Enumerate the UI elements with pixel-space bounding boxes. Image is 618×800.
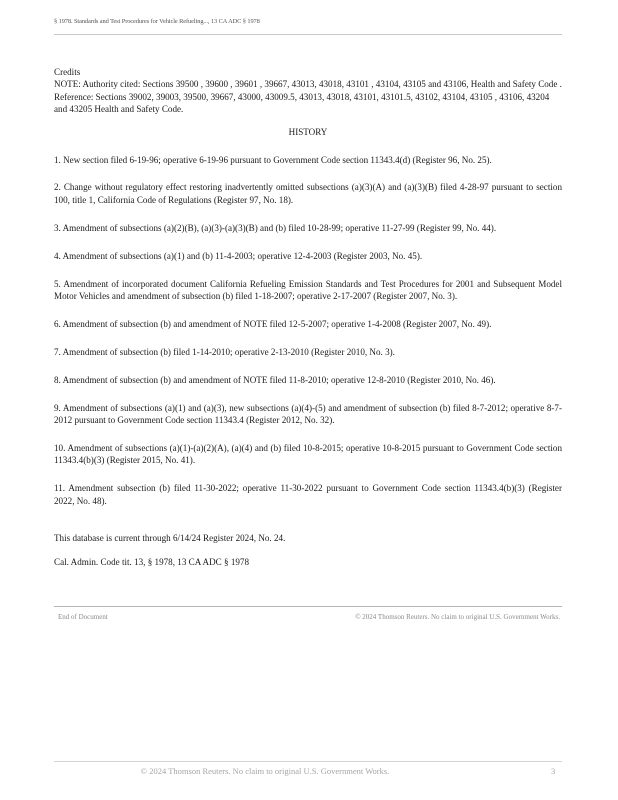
header-divider [54, 34, 562, 35]
page-footer-divider [54, 761, 562, 762]
history-item: 1. New section filed 6-19-96; operative 6-19-96 pursuant to Government Code section 11343.4(d) (Register 96, No. 25). [54, 154, 492, 165]
database-currency-statement: This database is current through 6/14/24 Register 2024, No. 24. [54, 533, 286, 544]
history-list [54, 154, 562, 508]
history-item: 3. Amendment of subsections (a)(2)(B), (a)(3)-(a)(3)(B) and (b) filed 10-28-99; operative 11-27-99 (Register 99, No. 44). [54, 222, 497, 233]
history-item: 7. Amendment of subsection (b) filed 1-14-2010; operative 2-13-2010 (Register 2010, No. 3). [54, 346, 395, 357]
end-of-document-label: End of Document [58, 613, 108, 621]
history-item: 6. Amendment of subsection (b) and amendment of NOTE filed 12-5-2007; operative 1-4-2008 (Register 2007, No. 49). [54, 318, 492, 329]
running-header: § 1978. Standards and Test Procedures for Vehicle Refueling..., 13 CA ADC § 1978 [54, 18, 260, 25]
citation-line: Cal. Admin. Code tit. 13, § 1978, 13 CA ADC § 1978 [54, 557, 250, 568]
history-item: 8. Amendment of subsection (b) and amendment of NOTE filed 11-8-2010; operative 12-8-2010 (Register 2010, No. 46). [54, 374, 496, 385]
history-item: 9. Amendment of subsections (a)(1) and (a)(3), new subsections (a)(4)-(5) and amendment of subsection (b) filed 8-7-2012; operative 8-7-2012 pursuant to Government Code section 11343.4 (Register 2012, No. 32). [54, 402, 562, 425]
document-body [54, 66, 562, 569]
credits-heading: Credits [54, 67, 81, 77]
credits-note: NOTE: Authority cited: Sections 39500 , 39600 , 39601 , 39667, 43013, 43018, 43101 , 43104, 43105 and 43106, Health and Safety Code . Reference: Sections 39002, 39003, 39500, 39667, 43000, 43009.5, 43013, 43018, 43101, 43101.5, 43102, 43104, 43105 , 43106, 43204 and 43205 Health and Safety Code. [54, 79, 562, 115]
page-footer-copyright: © 2024 Thomson Reuters. No claim to original U.S. Government Works. [140, 766, 390, 776]
history-item: 4. Amendment of subsections (a)(1) and (b) 11-4-2003; operative 12-4-2003 (Register 2003, No. 45). [54, 250, 423, 261]
history-item: 5. Amendment of incorporated document California Refueling Emission Standards and Test Procedures for 2001 and Subsequent Model Motor Vehicles and amendment of subsection (b) filed 1-18-2007; operative 2-17-2007 (Register 2007, No. 3). [54, 278, 562, 301]
history-item: 10. Amendment of subsections (a)(1)-(a)(2)(A), (a)(4) and (b) filed 10-8-2015; operative 10-8-2015 pursuant to Government Code section 11343.4(b)(3) (Register 2015, No. 41). [54, 442, 562, 466]
end-of-document-divider [54, 606, 562, 607]
end-of-document-copyright: © 2024 Thomson Reuters. No claim to original U.S. Government Works. [355, 613, 560, 621]
history-heading: HISTORY [288, 126, 328, 137]
history-item: 2. Change without regulatory effect restoring inadvertently omitted subsections (a)(3)(A) and (a)(3)(B) filed 4-28-97 pursuant to section 100, title 1, California Code of Regulations (Register 97, No. 18). [54, 182, 562, 205]
page-number: 3 [551, 766, 556, 776]
history-item: 11. Amendment subsection (b) filed 11-30-2022; operative 11-30-2022 pursuant to Government Code section 11343.4(b)(3) (Register 2022, No. 48). [54, 483, 562, 506]
